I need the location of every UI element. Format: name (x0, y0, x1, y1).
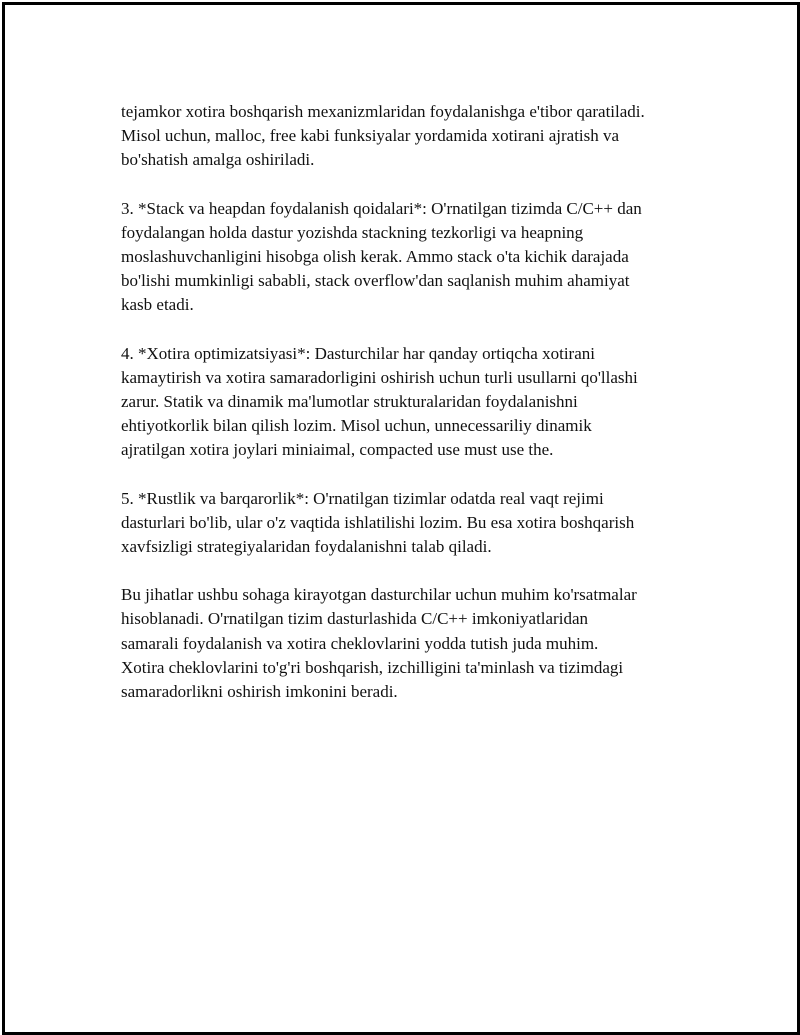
text-line: Misol uchun, malloc, free kabi funksiyalar yordamida xotirani ajratish va (121, 126, 620, 146)
document-body (121, 100, 701, 728)
text-line: ajratilgan xotira joylari miniaimal, compacted use must use the. (121, 440, 554, 460)
text-line: Bu jihatlar ushbu sohaga kirayotgan dasturchilar uchun muhim ko'rsatmalar (121, 585, 637, 605)
text-line: samaradorlikni oshirish imkonini beradi. (121, 682, 398, 702)
text-line: samarali foydalanish va xotira cheklovlarini yodda tutish juda muhim. (121, 633, 599, 653)
paragraph-item-4 (121, 342, 701, 463)
text-line: moslashuvchanligini hisobga olish kerak. Ammo stack o'ta kichik darajada (121, 247, 629, 267)
text-line: bo'shatish amalga oshiriladi. (121, 150, 315, 170)
text-line: hisoblanadi. O'rnatilgan tizim dasturlashida C/C++ imkoniyatlaridan (121, 609, 588, 629)
text-line: 5. *Rustlik va barqarorlik*: O'rnatilgan tizimlar odatda real vaqt rejimi (121, 488, 604, 508)
text-line: kasb etadi. (121, 295, 194, 315)
text-line: foydalangan holda dastur yozishda stackning tezkorligi va heapning (121, 222, 584, 242)
text-line: Xotira cheklovlarini to'g'ri boshqarish, izchilligini ta'minlash va tizimdagi (121, 657, 624, 677)
text-line: tejamkor xotira boshqarish mexanizmlaridan foydalanishga e'tibor qaratiladi. (121, 102, 645, 121)
text-line: xavfsizligi strategiyalaridan foydalanishni talab qiladi. (121, 537, 492, 557)
paragraph-item-5 (121, 487, 701, 560)
text-line: zarur. Statik va dinamik ma'lumotlar strukturalaridan foydalanishni (121, 392, 578, 412)
paragraph-item-3 (121, 197, 701, 318)
text-line: 4. *Xotira optimizatsiyasi*: Dasturchilar har qanday ortiqcha xotirani (121, 343, 595, 363)
text-line: ehtiyotkorlik bilan qilish lozim. Misol uchun, unnecessariliy dinamik (121, 416, 592, 436)
page-frame (2, 2, 800, 1035)
text-line: kamaytirish va xotira samaradorligini oshirish uchun turli usullarni qo'llashi (121, 367, 638, 387)
text-line: 3. *Stack va heapdan foydalanish qoidalari*: O'rnatilgan tizimda C/C++ dan (121, 198, 642, 218)
text-line: dasturlari bo'lib, ular o'z vaqtida ishlatilishi lozim. Bu esa xotira boshqarish (121, 512, 635, 532)
paragraph-conclusion (121, 583, 701, 704)
text-line: bo'lishi mumkinligi sababli, stack overflow'dan saqlanish muhim ahamiyat (121, 271, 630, 291)
paragraph-intro (121, 100, 701, 173)
